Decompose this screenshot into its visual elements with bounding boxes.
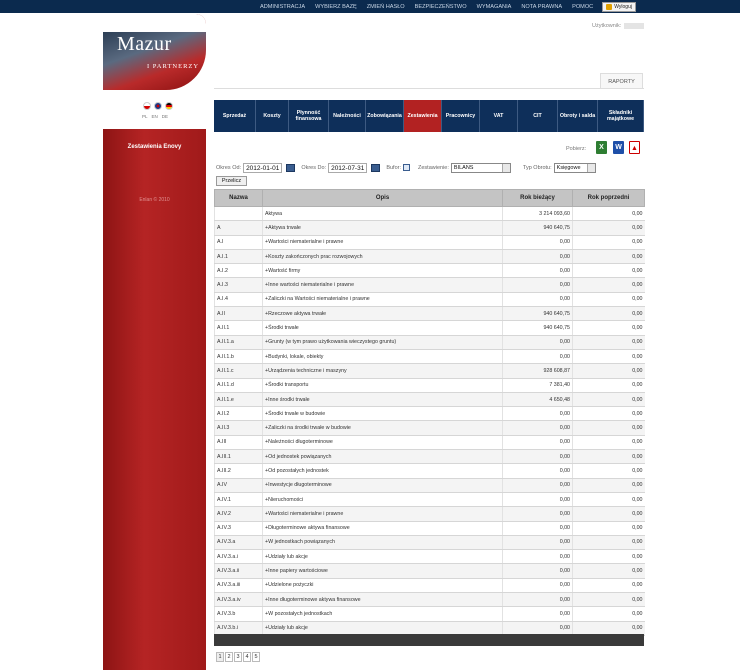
cell-opis: +Udzielone pożyczki [263, 578, 503, 592]
nav-pomoc[interactable]: POMOC [572, 3, 594, 10]
cell-rok-biezacy: 0,00 [503, 278, 573, 292]
lang-de[interactable]: DE [161, 114, 169, 119]
cell-nazwa: A.II [215, 307, 263, 321]
table-row [215, 392, 645, 406]
table-row [215, 507, 645, 521]
table-row [215, 535, 645, 549]
cell-opis: +Inne papiery wartościowe [263, 564, 503, 578]
zestawienie-select[interactable] [451, 163, 511, 173]
table-row [215, 349, 645, 363]
cell-rok-biezacy: 0,00 [503, 492, 573, 506]
cell-rok-biezacy: 4 650,48 [503, 392, 573, 406]
table-row [215, 407, 645, 421]
cell-rok-biezacy: 940 640,75 [503, 321, 573, 335]
tab-cit[interactable]: CIT [518, 100, 558, 132]
okres-od-input[interactable]: 2012-01-01 [243, 163, 282, 173]
cell-nazwa: A.II.1 [215, 321, 263, 335]
sidebar-header [103, 14, 206, 129]
cell-rok-biezacy: 0,00 [503, 607, 573, 621]
tab-plynnosc-finansowa[interactable]: Płynność finansowa [289, 100, 329, 132]
table-row [215, 207, 645, 221]
nav-nota-prawna[interactable]: NOTA PRAWNA [521, 3, 563, 10]
cell-rok-biezacy: 0,00 [503, 578, 573, 592]
cell-opis: +Inwestycje długoterminowe [263, 478, 503, 492]
cell-rok-biezacy: 0,00 [503, 593, 573, 607]
page-5[interactable]: 5 [252, 652, 260, 662]
cell-rok-poprzedni: 0,00 [573, 221, 645, 235]
cell-rok-poprzedni: 0,00 [573, 593, 645, 607]
cell-rok-poprzedni: 0,00 [573, 550, 645, 564]
table-row [215, 578, 645, 592]
cell-opis: +Zaliczki na Wartości niematerialne i prawne [263, 292, 503, 306]
column-header-nazwa[interactable]: Nazwa [215, 190, 263, 207]
cell-rok-poprzedni: 0,00 [573, 249, 645, 263]
cell-opis: +Należności długoterminowe [263, 435, 503, 449]
typ-obrotu-value: Księgowe [556, 164, 581, 171]
cell-nazwa: A.IV.3.a [215, 535, 263, 549]
cell-rok-biezacy: 0,00 [503, 535, 573, 549]
tab-koszty[interactable]: Koszty [256, 100, 289, 132]
cell-rok-biezacy: 0,00 [503, 421, 573, 435]
table-body [215, 207, 645, 636]
word-export-icon[interactable]: W [613, 141, 624, 154]
cell-rok-biezacy: 0,00 [503, 464, 573, 478]
typ-obrotu-select[interactable] [554, 163, 596, 173]
flag-de-icon[interactable] [165, 102, 173, 110]
cell-opis: +Od jednostek powiązanych [263, 450, 503, 464]
tab-pracownicy[interactable]: Pracownicy [442, 100, 480, 132]
cell-rok-poprzedni: 0,00 [573, 264, 645, 278]
cell-rok-biezacy: 0,00 [503, 264, 573, 278]
cell-rok-poprzedni: 0,00 [573, 535, 645, 549]
table-row [215, 478, 645, 492]
page-3[interactable]: 3 [234, 652, 242, 662]
cell-opis: +Wartości niematerialne i prawne [263, 235, 503, 249]
nav-wymagania[interactable]: WYMAGANIA [476, 3, 512, 10]
cell-opis: +Od pozostałych jednostek [263, 464, 503, 478]
tab-zestawienia[interactable]: Zestawienia [404, 100, 442, 132]
cell-rok-biezacy: 940 640,75 [503, 221, 573, 235]
column-header-opis[interactable]: Opis [263, 190, 503, 207]
nav-wybierz-baze[interactable]: WYBIERZ BAZĘ [315, 3, 357, 10]
cell-rok-poprzedni: 0,00 [573, 578, 645, 592]
cell-opis: +Inne wartości niematerialne i prawne [263, 278, 503, 292]
user-label: Użytkownik: [592, 23, 622, 29]
cell-rok-poprzedni: 0,00 [573, 607, 645, 621]
cell-rok-biezacy: 0,00 [503, 478, 573, 492]
cell-rok-biezacy: 0,00 [503, 349, 573, 363]
cell-rok-biezacy: 940 640,75 [503, 307, 573, 321]
tab-obroty-i-salda[interactable]: Obroty i salda [558, 100, 598, 132]
bufor-label: Bufor: [386, 164, 402, 171]
pdf-export-icon[interactable]: ▲ [629, 141, 640, 154]
cell-rok-poprzedni: 0,00 [573, 478, 645, 492]
cell-opis: +Środki transportu [263, 378, 503, 392]
filter-bar [216, 162, 600, 173]
table-row [215, 435, 645, 449]
typ-obrotu-label: Typ Obrotu: [522, 164, 552, 171]
cell-nazwa: A.II.3 [215, 421, 263, 435]
table-row [215, 335, 645, 349]
cell-nazwa: A.IV.3 [215, 521, 263, 535]
table-row [215, 364, 645, 378]
cell-rok-poprzedni: 0,00 [573, 378, 645, 392]
cell-rok-biezacy: 0,00 [503, 249, 573, 263]
table-row [215, 464, 645, 478]
cell-nazwa: A.II.2 [215, 407, 263, 421]
table-row [215, 421, 645, 435]
cell-opis: +Rzeczowe aktywa trwałe [263, 307, 503, 321]
cell-nazwa: A.IV.2 [215, 507, 263, 521]
cell-nazwa: A.IV.3.b.i [215, 621, 263, 635]
cell-nazwa: A.III [215, 435, 263, 449]
cell-opis: +Długoterminowe aktywa finansowe [263, 521, 503, 535]
nav-administracja[interactable]: ADMINISTRACJA [260, 3, 306, 10]
column-header-rok-biezacy[interactable]: Rok bieżący [503, 190, 573, 207]
cell-opis: +Koszty zakończonych prac rozwojowych [263, 249, 503, 263]
table-row [215, 264, 645, 278]
logo: Mazur [117, 33, 172, 55]
cell-nazwa: A.IV.3.b [215, 607, 263, 621]
table-row [215, 278, 645, 292]
table-row [215, 593, 645, 607]
top-nav [255, 0, 636, 13]
table-header-row [215, 190, 645, 207]
cell-nazwa: A.I [215, 235, 263, 249]
cell-nazwa: A.III.2 [215, 464, 263, 478]
cell-opis: +Wartość firmy [263, 264, 503, 278]
flag-pl-icon[interactable] [143, 102, 151, 110]
tab-zobowiazania[interactable]: Zobowiązania [366, 100, 404, 132]
cell-opis: +W jednostkach powiązanych [263, 535, 503, 549]
nav-bezpieczenstwo[interactable]: BEZPIECZEŃSTWO [414, 3, 467, 10]
table-footer [214, 634, 644, 646]
chevron-down-icon [587, 164, 595, 172]
cell-rok-biezacy: 0,00 [503, 621, 573, 635]
cell-nazwa: A.IV [215, 478, 263, 492]
chevron-down-icon [502, 164, 510, 172]
cell-rok-poprzedni: 0,00 [573, 464, 645, 478]
cell-opis: +Urządzenia techniczne i maszyny [263, 364, 503, 378]
logout-button[interactable] [602, 2, 636, 12]
cell-opis: Aktywa [263, 207, 503, 221]
download-label: Pobierz: [566, 146, 587, 152]
table-row [215, 249, 645, 263]
cell-rok-poprzedni: 0,00 [573, 507, 645, 521]
table-row [215, 550, 645, 564]
page-1[interactable]: 1 [216, 652, 224, 662]
cell-nazwa: A.IV.3.a.i [215, 550, 263, 564]
nav-zmien-haslo[interactable]: ZMIEŃ HASŁO [366, 3, 405, 10]
table-row [215, 378, 645, 392]
cell-rok-poprzedni: 0,00 [573, 450, 645, 464]
okres-do-input[interactable]: 2012-07-31 [328, 163, 367, 173]
cell-nazwa [215, 207, 263, 221]
cell-opis: +Udziały lub akcje [263, 550, 503, 564]
table-row [215, 607, 645, 621]
bufor-checkbox[interactable] [403, 164, 410, 171]
cell-opis: +Zaliczki na środki trwałe w budowie [263, 421, 503, 435]
zestawienie-label: Zestawienie: [418, 164, 449, 171]
user-value [624, 23, 644, 29]
cell-rok-poprzedni: 0,00 [573, 492, 645, 506]
cell-rok-biezacy: 0,00 [503, 235, 573, 249]
report-table [214, 189, 645, 636]
cell-rok-biezacy: 0,00 [503, 407, 573, 421]
pagination [216, 652, 260, 662]
cell-rok-biezacy: 0,00 [503, 292, 573, 306]
cell-rok-poprzedni: 0,00 [573, 435, 645, 449]
cell-rok-poprzedni: 0,00 [573, 278, 645, 292]
tab-sprzedaz[interactable]: Sprzedaż [214, 100, 256, 132]
cell-nazwa: A.IV.3.a.ii [215, 564, 263, 578]
tab-vat[interactable]: VAT [480, 100, 518, 132]
cell-rok-biezacy: 0,00 [503, 335, 573, 349]
table-row [215, 521, 645, 535]
cell-opis: +Środki trwałe w budowie [263, 407, 503, 421]
cell-rok-poprzedni: 0,00 [573, 564, 645, 578]
language-labels [142, 114, 168, 119]
cell-rok-poprzedni: 0,00 [573, 621, 645, 635]
cell-rok-biezacy: 928 608,87 [503, 364, 573, 378]
column-header-rok-poprzedni[interactable]: Rok poprzedni [573, 190, 645, 207]
table-row [215, 235, 645, 249]
page-2[interactable]: 2 [225, 652, 233, 662]
tabs-divider [214, 88, 644, 89]
cell-nazwa: A.I.4 [215, 292, 263, 306]
cell-opis: +Inne środki trwałe [263, 392, 503, 406]
cell-opis: +Wartości niematerialne i prawne [263, 507, 503, 521]
cell-opis: +Udziały lub akcje [263, 621, 503, 635]
tab-naleznosci[interactable]: Należności [329, 100, 366, 132]
cell-rok-poprzedni: 0,00 [573, 392, 645, 406]
cell-rok-poprzedni: 0,00 [573, 364, 645, 378]
cell-rok-poprzedni: 0,00 [573, 421, 645, 435]
tab-skladniki-majatkowe[interactable]: Składniki majątkowe [598, 100, 644, 132]
okres-od-label: Okres Od: [216, 164, 242, 171]
cell-rok-biezacy: 0,00 [503, 450, 573, 464]
cell-rok-poprzedni: 0,00 [573, 521, 645, 535]
cell-nazwa: A [215, 221, 263, 235]
table-row [215, 292, 645, 306]
cell-rok-poprzedni: 0,00 [573, 307, 645, 321]
sidebar [103, 14, 206, 670]
calendar-icon[interactable] [371, 164, 380, 172]
cell-rok-poprzedni: 0,00 [573, 335, 645, 349]
table-row [215, 564, 645, 578]
cell-nazwa: A.I.3 [215, 278, 263, 292]
cell-nazwa: A.II.1.c [215, 364, 263, 378]
cell-rok-biezacy: 0,00 [503, 435, 573, 449]
cell-opis: +Inne długoterminowe aktywa finansowe [263, 593, 503, 607]
cell-nazwa: A.I.2 [215, 264, 263, 278]
cell-rok-biezacy: 0,00 [503, 564, 573, 578]
cell-opis: +Budynki, lokale, obiekty [263, 349, 503, 363]
table-row [215, 492, 645, 506]
calendar-icon[interactable] [286, 164, 295, 172]
logo-subtitle: I PARTNERZY [147, 63, 200, 70]
cell-opis: +Nieruchomości [263, 492, 503, 506]
logout-label: Wyloguj [614, 3, 632, 10]
cell-rok-biezacy: 7 381,40 [503, 378, 573, 392]
language-switcher [143, 102, 173, 110]
cell-rok-biezacy: 0,00 [503, 521, 573, 535]
table-row [215, 321, 645, 335]
cell-rok-poprzedni: 0,00 [573, 292, 645, 306]
cell-rok-poprzedni: 0,00 [573, 235, 645, 249]
cell-nazwa: A.IV.3.a.iv [215, 593, 263, 607]
copyright: Enlan © 2010 [139, 197, 170, 203]
zestawienie-value: BILANS [453, 164, 474, 171]
lang-pl[interactable]: PL [142, 114, 148, 119]
sidebar-item-zestawienia-enovy[interactable]: Zestawienia Enovy [127, 144, 182, 150]
cell-nazwa: A.III.1 [215, 450, 263, 464]
excel-export-icon[interactable]: X [596, 141, 607, 154]
cell-rok-biezacy: 0,00 [503, 550, 573, 564]
table-row [215, 307, 645, 321]
okres-do-label: Okres Do: [301, 164, 327, 171]
flag-en-icon[interactable] [154, 102, 162, 110]
cell-nazwa: A.II.1.d [215, 378, 263, 392]
cell-rok-poprzedni: 0,00 [573, 321, 645, 335]
report-tabs [214, 100, 644, 132]
cell-nazwa: A.II.1.e [215, 392, 263, 406]
tab-raporty[interactable]: RAPORTY [600, 73, 643, 89]
table-row [215, 450, 645, 464]
cell-opis: +Aktywa trwałe [263, 221, 503, 235]
cell-opis: +Środki trwałe [263, 321, 503, 335]
cell-nazwa: A.IV.3.a.iii [215, 578, 263, 592]
cell-opis: +Grunty (w tym prawo użytkowania wieczystego gruntu) [263, 335, 503, 349]
cell-nazwa: A.I.1 [215, 249, 263, 263]
table-row [215, 221, 645, 235]
cell-nazwa: A.II.1.a [215, 335, 263, 349]
page-4[interactable]: 4 [243, 652, 251, 662]
home-icon [606, 4, 612, 10]
cell-rok-poprzedni: 0,00 [573, 207, 645, 221]
recalculate-button[interactable]: Przelicz [216, 176, 247, 186]
cell-nazwa: A.IV.1 [215, 492, 263, 506]
cell-opis: +W pozostałych jednostkach [263, 607, 503, 621]
cell-rok-poprzedni: 0,00 [573, 407, 645, 421]
cell-nazwa: A.II.1.b [215, 349, 263, 363]
lang-en[interactable]: EN [151, 114, 158, 119]
cell-rok-poprzedni: 0,00 [573, 349, 645, 363]
cell-rok-biezacy: 0,00 [503, 507, 573, 521]
cell-rok-biezacy: 3 214 093,60 [503, 207, 573, 221]
